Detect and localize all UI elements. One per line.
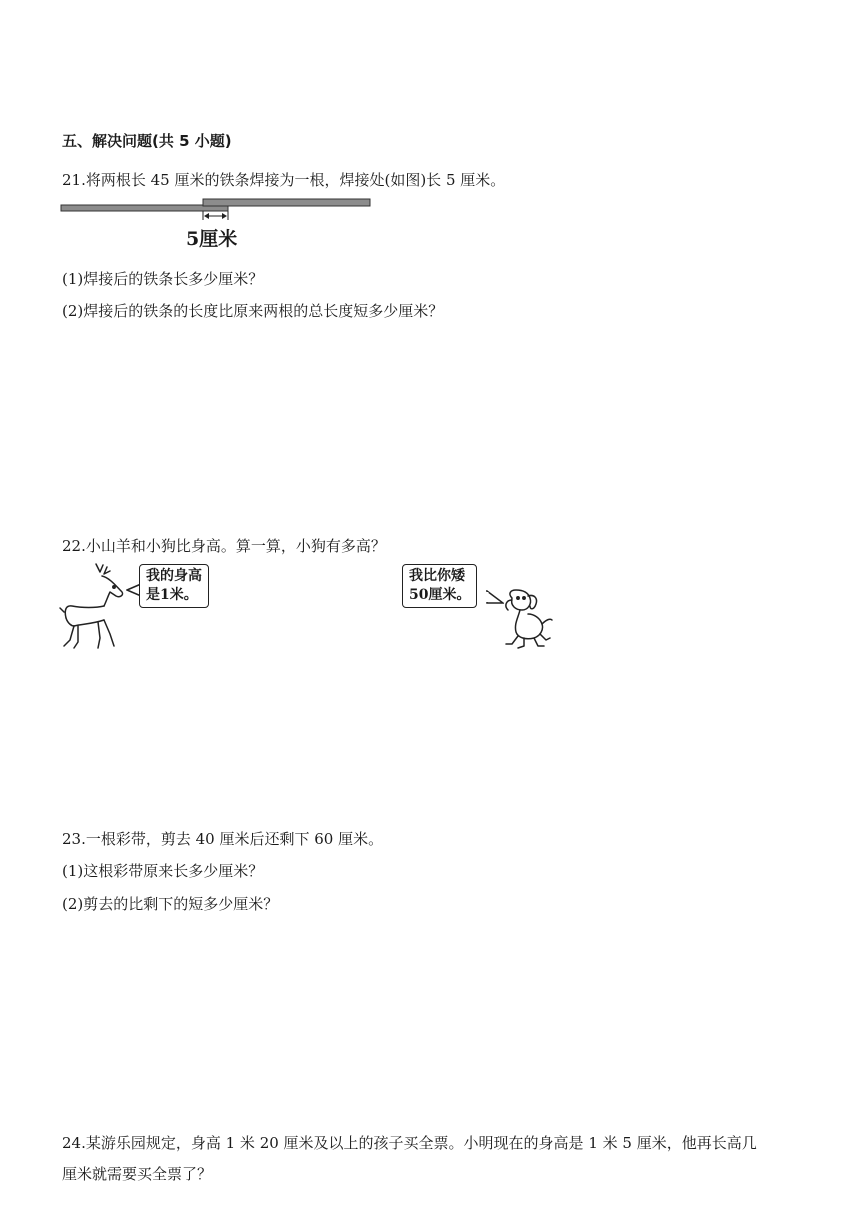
question-23-stem: 23.一根彩带，剪去 40 厘米后还剩下 60 厘米。 (62, 830, 384, 848)
goat-speech-bubble (139, 564, 209, 608)
question-24-stem-line-2: 厘米就需要买全票了？ (62, 1165, 213, 1183)
dog-bubble-line-2: 50厘米。 (409, 587, 471, 603)
dog-bubble-line-1: 我比你矮 (409, 568, 465, 584)
goat-bubble-line-1: 我的身高 (146, 568, 202, 584)
question-23-sub-1: (1)这根彩带原来长多少厘米？ (62, 862, 264, 880)
question-23-sub-2: (2)剪去的比剩下的短多少厘米？ (62, 895, 279, 913)
question-21-sub-1: (1)焊接后的铁条长多少厘米？ (62, 270, 264, 288)
goat-bubble-line-2: 是1米。 (146, 587, 198, 603)
section-title: 五、解决问题(共 5 小题) (62, 132, 232, 150)
right-bar (203, 199, 370, 206)
question-21-stem: 21.将两根长 45 厘米的铁条焊接为一根，焊接处(如图)长 5 厘米。 (62, 171, 506, 189)
dog-icon (500, 588, 554, 650)
question-22-stem: 22.小山羊和小狗比身高。算一算，小狗有多高？ (62, 537, 386, 555)
weld-length-label: 5厘米 (186, 228, 238, 250)
goat-icon (58, 562, 130, 652)
question-24-stem-line-1: 24.某游乐园规定，身高 1 米 20 厘米及以上的孩子买全票。小明现在的身高是 1 米 5 厘米，他再长高几 (62, 1134, 757, 1152)
dog-speech-bubble (402, 564, 477, 608)
question-21-sub-2: (2)焊接后的铁条的长度比原来两根的总长度短多少厘米？ (62, 302, 444, 320)
